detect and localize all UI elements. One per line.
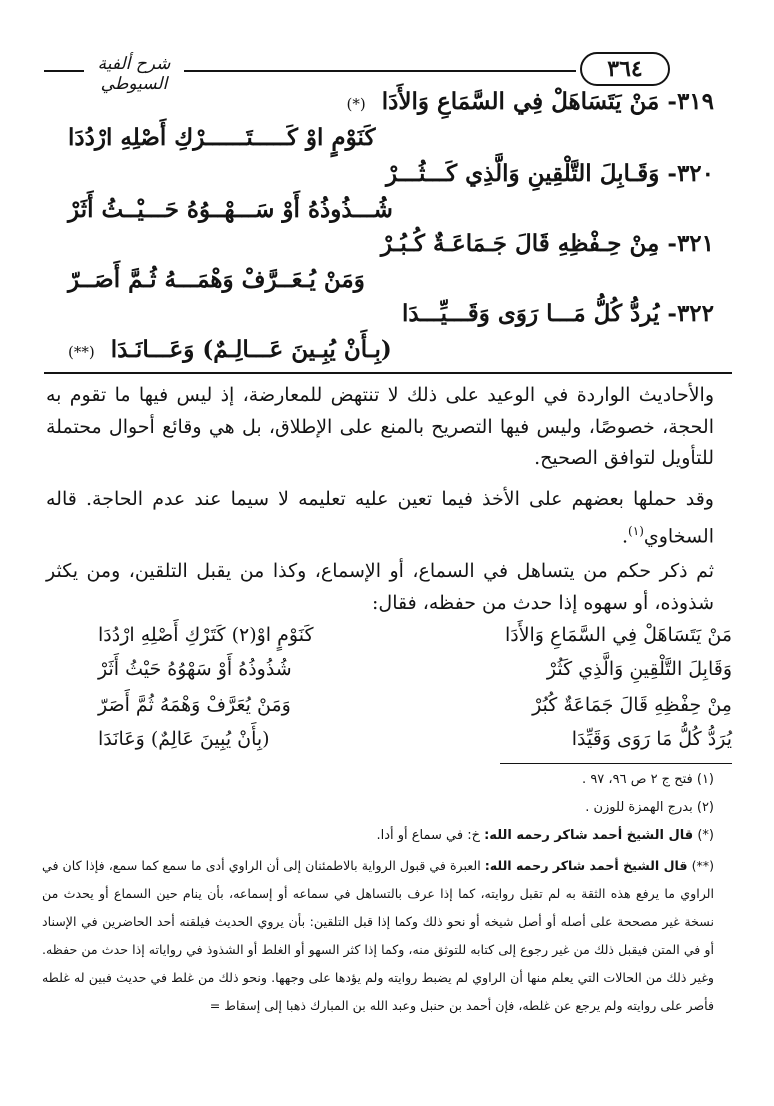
verse-row xyxy=(72,658,732,691)
footnote-marker: (*) xyxy=(697,828,714,843)
commentary-paragraph-3 xyxy=(46,556,714,619)
paragraph-text xyxy=(46,484,714,552)
verse-text: يُردُّ كُلُّ مَـــا رَوَى وَقَـــيِّـــدَا xyxy=(401,300,660,327)
verse-hemistich-right: مَنْ يَتَسَاهَلْ فِي السَّمَاعِ وَالأَدَا xyxy=(504,624,732,646)
section-divider xyxy=(44,372,732,374)
footnote-marker: (*) xyxy=(346,95,366,113)
verse-hemistich-right: وَقَابِلَ التَّلْقِينِ وَالَّذِي كَثُرْ xyxy=(546,658,732,680)
verse-321-second: وَمَنْ يُـعَــرَّفْ وَهْمَـــهُ ثُـمَّ أَصَــرّ xyxy=(68,266,365,293)
verse-text: وَقَـابِلَ التَّلْقِينِ وَالَّذِي كَـــثُـــرْ xyxy=(386,160,660,187)
verse-hemistich-left: كَنَوْمٍ اوْ(٢) كَتَرْكِ أَصْلِهِ ارْدُدَا xyxy=(98,624,314,646)
verse-hemistich-left: شُذُوذُهُ أَوْ سَهْوُهُ حَيْثُ أَثَرْ xyxy=(98,658,292,680)
verse-number: ٣٢٠- xyxy=(667,160,714,187)
verse-hemistich-left: وَمَنْ يُعَرَّفْ وَهْمَهُ ثُمَّ أَصَرّ xyxy=(98,694,291,716)
verse-320-first xyxy=(386,160,714,187)
footnote-ref: (١) xyxy=(628,523,644,538)
header-rule-left xyxy=(44,70,84,72)
page-number: ٣٦٤ xyxy=(580,52,670,86)
footnote-attribution: قال الشيخ أحمد شاكر رحمه الله: xyxy=(484,858,688,873)
verse-322-second xyxy=(68,336,392,363)
footnote-text: خ: في سماع أو أدا. xyxy=(376,828,480,843)
paragraph-text: والأحاديث الواردة في الوعيد على ذلك لا تنتهض للمعارضة، إذ ليس فيها ما تقوم به الحجة، خصوصًا، وليس فيها التصريح بالمنع على الإطلاق، بل هي وقائع أحوال محتملة للتأويل لتوافق الصحيح. xyxy=(46,384,714,469)
verse-319-first xyxy=(347,88,715,115)
verse-hemistich-right: يُرَدُّ كُلُّ مَا رَوَى وَقَيِّدَا xyxy=(571,728,732,750)
verse-hemistich-right: مِنْ حِفْظِهِ قَالَ جَمَاعَةٌ كُبُرْ xyxy=(532,694,732,716)
verse-text: مَنْ يَتَسَاهَلْ فِي السَّمَاعِ وَالأَدَا xyxy=(381,88,660,115)
paragraph-end: . xyxy=(622,524,629,547)
verse-text: (بِـأَنْ يُبِـينَ عَـــالِـمٌ) وَعَـــانَـدَا xyxy=(110,336,392,363)
verse-321-first xyxy=(381,230,714,257)
verse-text: مِنْ حِـفْظِهِ قَالَ جَـمَاعَـةٌ كُـبُـرْ xyxy=(380,230,660,257)
verse-320-second: شُـــذُوذُهُ أَوْ سَـــهْــوُهُ حَـــيْــثُ أَثَرْ xyxy=(68,196,393,223)
header-rule xyxy=(184,70,576,72)
running-title: شرح ألفية السيوطي xyxy=(97,54,171,94)
verse-hemistich-left: (بِأَنْ يُبِينَ عَالِمٌ) وَعَانَدَا xyxy=(98,728,270,750)
footnote-text: العبرة في قبول الرواية بالاطمئنان إلى أن الراوي أدى ما سمع كما سمع، فإذا كان في الراوي ما يرفع هذه الثقة به لم تقبل روايته، كما إذا عرف بالتساهل في سماعه أو إسماعه، بأن ينام حين السماع أو يحدث من نسخة غير مصححة على أصله أو أصل شيخه أو نحو ذلك وكما إذا قبل التلقين: بأن يروي الحديث فيلقنه أحد الحاضرين في الإسناد أو في المتن فيقبل ذلك من غير رجوع إلى كتابه للتوثق منه، وكما إذا كثر السهو أو الغلط أو الشذوذ في رواياته إذا حدث من حفظه. وغير ذلك من الحالات التي يعلم منها أن الراوي لم يضبط روايته ولم يؤدها على وجهها. ونحو ذلك من غلط في حديث فبين له غلطه فأصر على روايته ولم يرجع عن غلطه، فإن أحمد بن حنبل وعبد الله بن المبارك ذهبا إلى إسقاط = xyxy=(42,858,714,1013)
commentary-paragraph-2 xyxy=(46,484,714,552)
footnote-marker: (**) xyxy=(691,858,714,873)
verse-row xyxy=(72,694,732,727)
paragraph-body: وقد حملها بعضهم على الأخذ فيما تعين عليه تعليمه لا سيما عند عدم الحاجة. قاله السخاوي xyxy=(46,488,714,547)
verse-number: ٣٢٢- xyxy=(667,300,714,327)
footnote-4 xyxy=(42,852,714,1020)
footnote-attribution: قال الشيخ أحمد شاكر رحمه الله: xyxy=(484,828,694,843)
footnote-marker: (**) xyxy=(68,343,95,361)
footnote-1: (١) فتح ج ٢ ص ٩٦، ٩٧ . xyxy=(582,772,714,787)
verse-number: ٣٢١- xyxy=(667,230,714,257)
verse-319-second: كَنَوْمٍ اوْ كَـــــتَــــــرْكِ أَصْلِهِ ارْدُدَا xyxy=(68,124,376,151)
verse-row xyxy=(72,624,732,657)
footnote-divider xyxy=(500,763,732,764)
footnote-2: (٢) بدرج الهمزة للوزن . xyxy=(585,800,714,815)
footnote-3 xyxy=(376,828,714,843)
paragraph-text: ثم ذكر حكم من يتساهل في السماع، أو الإسماع، وكذا من يقبل التلقين، ومن يكثر شذوذه، أو سهوه إذا حدث من حفظه، فقال: xyxy=(46,560,714,614)
verse-322-first xyxy=(402,300,714,327)
footnote-paragraph xyxy=(42,852,714,1020)
commentary-paragraph-1 xyxy=(46,380,714,475)
verse-row xyxy=(72,728,732,761)
verse-number: ٣١٩- xyxy=(667,88,714,115)
